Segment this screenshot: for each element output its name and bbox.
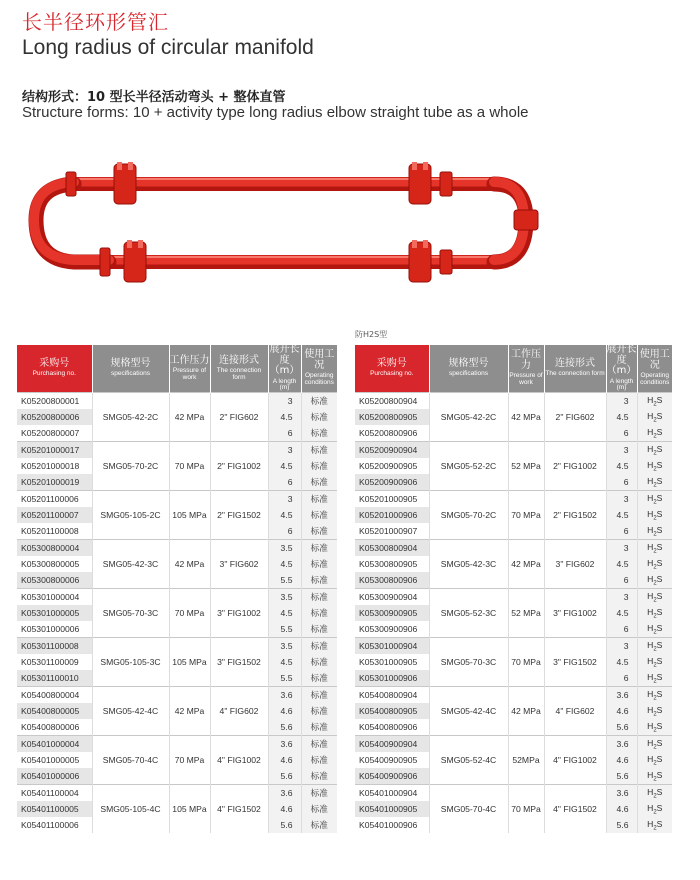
specification: SMG05-42-4C [92,687,169,736]
specification: SMG05-70-2C [92,442,169,491]
purchasing-no: K05201000017 [17,442,92,459]
column-header [210,345,268,393]
purchasing-no: K05401100004 [17,785,92,802]
column-header-cn: 规格型号 [448,357,489,369]
operating-condition: 标准 [301,491,337,508]
operating-condition: $H_2S$ [637,458,672,474]
purchasing-no: K05200900904 [355,442,429,459]
connection-form: 3" FIG602 [210,540,268,589]
length-value: 4.5 [268,458,301,474]
column-header [301,345,337,393]
operating-condition: $H_2S$ [637,785,672,802]
purchasing-no: K05201100006 [17,491,92,508]
column-header-en: Pressure of work [172,367,207,381]
purchasing-no: K05300900904 [355,589,429,606]
column-header [606,345,637,393]
operating-condition: $H_2S$ [637,654,672,670]
column-header-en: specifications [110,370,151,378]
connection-form: 3" FIG1002 [210,589,268,638]
standard-manifold-table [17,345,337,833]
h2s-manifold-table [355,345,672,833]
purchasing-no: K05401000905 [355,801,429,817]
purchasing-no: K05201000018 [17,458,92,474]
purchasing-no: K05301000905 [355,654,429,670]
length-value: 4.6 [606,752,637,768]
column-header [169,345,210,393]
connection-form: 2" FIG1502 [210,491,268,540]
purchasing-no: K05200900905 [355,458,429,474]
working-pressure: 70 MPa [508,785,544,834]
length-value: 4.6 [268,752,301,768]
length-value: 3.6 [606,785,637,802]
purchasing-no: K05200800906 [355,425,429,442]
column-header [268,345,301,393]
operating-condition: 标准 [301,605,337,621]
operating-condition: 标准 [301,425,337,442]
manifold-photo [14,140,574,315]
table-row [17,540,337,557]
specification: SMG05-105-3C [92,638,169,687]
connection-form: 4" FIG1002 [210,736,268,785]
operating-condition: $H_2S$ [637,752,672,768]
length-value: 5.5 [268,670,301,687]
length-value: 3.6 [268,785,301,802]
column-header-cn: 展开长度（m） [606,344,637,376]
column-header [637,345,672,393]
length-value: 3 [268,393,301,410]
length-value: 3 [268,442,301,459]
length-value: 5.5 [268,572,301,589]
purchasing-no: K05400800005 [17,703,92,719]
working-pressure: 105 MPa [169,785,210,834]
length-value: 6 [606,670,637,687]
column-header-cn: 连接形式 [555,357,595,369]
operating-condition: $H_2S$ [637,817,672,833]
length-value: 3.6 [268,736,301,753]
operating-condition: $H_2S$ [637,556,672,572]
purchasing-no: K05400800004 [17,687,92,704]
length-value: 6 [606,572,637,589]
table-row [17,393,337,410]
operating-condition: $H_2S$ [637,523,672,540]
structure-forms-en: Structure forms: 10 + activity type long radius elbow straight tube as a whole [22,104,529,121]
operating-condition: $H_2S$ [637,589,672,606]
purchasing-no: K05401000006 [17,768,92,785]
working-pressure: 70 MPa [508,638,544,687]
purchasing-no: K05401000005 [17,752,92,768]
table-row [17,687,337,704]
length-value: 4.5 [606,409,637,425]
column-header-en: Purchasing no. [32,370,76,378]
specification: SMG05-42-4C [429,687,508,736]
purchasing-no: K05400800006 [17,719,92,736]
working-pressure: 42 MPa [169,393,210,442]
working-pressure: 42 MPa [169,540,210,589]
operating-condition: 标准 [301,785,337,802]
table-header-row [17,345,337,393]
operating-condition: 标准 [301,654,337,670]
length-value: 4.5 [268,605,301,621]
length-value: 3.5 [268,540,301,557]
connection-form: 4" FIG1502 [544,785,606,834]
length-value: 3.5 [268,589,301,606]
connection-form: 3" FIG1502 [210,638,268,687]
working-pressure: 42 MPa [508,687,544,736]
purchasing-no: K05400800904 [355,687,429,704]
column-header-cn: 展开长度（m） [269,344,300,376]
column-header [355,345,429,393]
table-row [355,442,672,459]
purchasing-no: K05301000005 [17,605,92,621]
length-value: 6 [606,523,637,540]
purchasing-no: K05400800906 [355,719,429,736]
table-row [355,491,672,508]
length-value: 4.5 [606,556,637,572]
purchasing-no: K05401000904 [355,785,429,802]
length-value: 3 [606,540,637,557]
working-pressure: 52MPa [508,736,544,785]
connection-form: 2" FIG602 [544,393,606,442]
length-value: 5.6 [268,719,301,736]
working-pressure: 70 MPa [508,491,544,540]
specification: SMG05-42-2C [429,393,508,442]
table-row [355,638,672,655]
working-pressure: 42 MPa [508,540,544,589]
operating-condition: 标准 [301,458,337,474]
table-row [17,491,337,508]
length-value: 3 [606,589,637,606]
specification: SMG05-52-2C [429,442,508,491]
column-header-en: A length (m) [609,377,634,392]
table-row [355,393,672,410]
specification: SMG05-70-3C [429,638,508,687]
purchasing-no: K05301000006 [17,621,92,638]
length-value: 6 [268,474,301,491]
table-row [17,442,337,459]
table-row [17,589,337,606]
length-value: 4.5 [268,654,301,670]
connection-form: 4" FIG602 [544,687,606,736]
length-value: 3.6 [606,736,637,753]
operating-condition: 标准 [301,719,337,736]
specification: SMG05-52-4C [429,736,508,785]
purchasing-no: K05300800004 [17,540,92,557]
connection-form: 4" FIG1502 [210,785,268,834]
purchasing-no: K05300900905 [355,605,429,621]
operating-condition: $H_2S$ [637,638,672,655]
working-pressure: 70 MPa [169,736,210,785]
operating-condition: 标准 [301,768,337,785]
operating-condition: 标准 [301,801,337,817]
operating-condition: $H_2S$ [637,425,672,442]
specification: SMG05-42-2C [92,393,169,442]
purchasing-no: K05200800006 [17,409,92,425]
specification: SMG05-70-4C [429,785,508,834]
operating-condition: $H_2S$ [637,572,672,589]
column-header-cn: 工作压力 [511,349,541,371]
purchasing-no: K05400900905 [355,752,429,768]
table-row [17,785,337,802]
operating-condition: $H_2S$ [637,491,672,508]
specification: SMG05-105-2C [92,491,169,540]
length-value: 4.5 [606,507,637,523]
purchasing-no: K05400900904 [355,736,429,753]
length-value: 3 [606,638,637,655]
operating-condition: 标准 [301,409,337,425]
specification: SMG05-42-3C [92,540,169,589]
purchasing-no: K05301100010 [17,670,92,687]
operating-condition: $H_2S$ [637,507,672,523]
operating-condition: 标准 [301,736,337,753]
length-value: 4.5 [606,605,637,621]
length-value: 4.5 [606,654,637,670]
operating-condition: $H_2S$ [637,540,672,557]
table-row [17,736,337,753]
length-value: 4.5 [268,409,301,425]
length-value: 4.6 [268,703,301,719]
purchasing-no: K05200800007 [17,425,92,442]
purchasing-no: K05400900906 [355,768,429,785]
purchasing-no: K05200800001 [17,393,92,410]
length-value: 3.6 [268,687,301,704]
operating-condition: 标准 [301,670,337,687]
connection-form: 3" FIG602 [544,540,606,589]
purchasing-no: K05301100009 [17,654,92,670]
purchasing-no: K05300900906 [355,621,429,638]
operating-condition: $H_2S$ [637,703,672,719]
working-pressure: 52 MPa [508,589,544,638]
length-value: 3 [606,442,637,459]
working-pressure: 70 MPa [169,442,210,491]
length-value: 5.5 [268,621,301,638]
working-pressure: 105 MPa [169,491,210,540]
table-body [355,393,672,834]
table-row [355,785,672,802]
operating-condition: 标准 [301,687,337,704]
working-pressure: 52 MPa [508,442,544,491]
column-header-en: Operating conditions [640,372,670,387]
length-value: 3.5 [268,638,301,655]
specification: SMG05-42-3C [429,540,508,589]
operating-condition: $H_2S$ [637,621,672,638]
connection-form: 2" FIG1002 [210,442,268,491]
working-pressure: 70 MPa [169,589,210,638]
specification: SMG05-70-2C [429,491,508,540]
length-value: 6 [606,425,637,442]
operating-condition: 标准 [301,752,337,768]
purchasing-no: K05200900906 [355,474,429,491]
table-row [355,687,672,704]
operating-condition: $H_2S$ [637,801,672,817]
operating-condition: 标准 [301,393,337,410]
length-value: 5.6 [606,719,637,736]
column-header-cn: 使用工况 [304,349,335,371]
operating-condition: $H_2S$ [637,474,672,491]
specification: SMG05-70-3C [92,589,169,638]
operating-condition: $H_2S$ [637,719,672,736]
operating-condition: 标准 [301,540,337,557]
length-value: 4.5 [268,507,301,523]
table-row [355,736,672,753]
operating-condition: 标准 [301,442,337,459]
purchasing-no: K05401000906 [355,817,429,833]
operating-condition: 标准 [301,474,337,491]
page-title-cn: 长半径环形管汇 [22,10,169,34]
connection-form: 4" FIG602 [210,687,268,736]
purchasing-no: K05201000906 [355,507,429,523]
h2s-caption: 防H2S型 [355,330,388,339]
purchasing-no: K05300800006 [17,572,92,589]
length-value: 6 [268,425,301,442]
operating-condition: 标准 [301,572,337,589]
specification: SMG05-70-4C [92,736,169,785]
column-header-cn: 使用工况 [639,349,670,371]
length-value: 5.6 [606,817,637,833]
length-value: 6 [606,474,637,491]
column-header-en: specifications [448,370,489,378]
length-value: 4.6 [606,801,637,817]
working-pressure: 105 MPa [169,638,210,687]
purchasing-no: K05300800904 [355,540,429,557]
table-row [17,638,337,655]
column-header-cn: 规格型号 [110,357,151,369]
purchasing-no: K05300800905 [355,556,429,572]
purchasing-no: K05201000907 [355,523,429,540]
column-header [429,345,508,393]
operating-condition: $H_2S$ [637,687,672,704]
operating-condition: $H_2S$ [637,768,672,785]
length-value: 3 [606,393,637,410]
operating-condition: 标准 [301,589,337,606]
purchasing-no: K05301100008 [17,638,92,655]
operating-condition: 标准 [301,638,337,655]
working-pressure: 42 MPa [169,687,210,736]
operating-condition: $H_2S$ [637,736,672,753]
table-header-row [355,345,672,393]
column-header-en: Purchasing no. [370,370,414,378]
purchasing-no: K05201000905 [355,491,429,508]
operating-condition: $H_2S$ [637,605,672,621]
operating-condition: $H_2S$ [637,442,672,459]
length-value: 4.5 [606,458,637,474]
connection-form: 2" FIG1502 [544,491,606,540]
length-value: 3 [606,491,637,508]
specification: SMG05-52-3C [429,589,508,638]
purchasing-no: K05301000904 [355,638,429,655]
purchasing-no: K05300800005 [17,556,92,572]
length-value: 3.6 [606,687,637,704]
operating-condition: 标准 [301,556,337,572]
length-value: 4.6 [268,801,301,817]
purchasing-no: K05201000019 [17,474,92,491]
connection-form: 3" FIG1002 [544,589,606,638]
length-value: 6 [606,621,637,638]
purchasing-no: K05201100008 [17,523,92,540]
length-value: 6 [268,523,301,540]
column-header [17,345,92,393]
purchasing-no: K05301000906 [355,670,429,687]
operating-condition: 标准 [301,523,337,540]
column-header [508,345,544,393]
column-header-cn: 连接形式 [219,354,259,366]
column-header-en: A length (m) [272,377,297,392]
column-header-en: The connection form [545,370,605,378]
column-header-cn: 采购号 [39,357,70,369]
purchasing-no: K05301000004 [17,589,92,606]
purchasing-no: K05200800905 [355,409,429,425]
operating-condition: $H_2S$ [637,409,672,425]
column-header [544,345,606,393]
length-value: 5.6 [268,768,301,785]
column-header-en: Pressure of work [509,372,543,387]
connection-form: 2" FIG602 [210,393,268,442]
operating-condition: $H_2S$ [637,670,672,687]
length-value: 5.6 [268,817,301,833]
operating-condition: 标准 [301,817,337,833]
specification: SMG05-105-4C [92,785,169,834]
length-value: 5.6 [606,768,637,785]
length-value: 4.6 [606,703,637,719]
operating-condition: 标准 [301,507,337,523]
column-header [92,345,169,393]
purchasing-no: K05201100007 [17,507,92,523]
column-header-en: Operating conditions [304,372,334,387]
column-header-cn: 采购号 [376,357,407,369]
table-body [17,393,337,834]
operating-condition: 标准 [301,703,337,719]
length-value: 3 [268,491,301,508]
page-title-en: Long radius of circular manifold [22,36,314,59]
structure-forms-cn: 结构形式：10 型长半径活动弯头 + 整体直管 [22,90,286,105]
operating-condition: $H_2S$ [637,393,672,410]
column-header-en: The connection form [216,367,262,381]
operating-condition: 标准 [301,621,337,638]
table-row [355,589,672,606]
purchasing-no: K05401100005 [17,801,92,817]
purchasing-no: K05401100006 [17,817,92,833]
connection-form: 3" FIG1502 [544,638,606,687]
purchasing-no: K05300800906 [355,572,429,589]
connection-form: 2" FIG1002 [544,442,606,491]
working-pressure: 42 MPa [508,393,544,442]
column-header-cn: 工作压力 [169,354,210,366]
length-value: 4.5 [268,556,301,572]
connection-form: 4" FIG1002 [544,736,606,785]
purchasing-no: K05200800904 [355,393,429,410]
purchasing-no: K05400800905 [355,703,429,719]
table-row [355,540,672,557]
purchasing-no: K05401000004 [17,736,92,753]
